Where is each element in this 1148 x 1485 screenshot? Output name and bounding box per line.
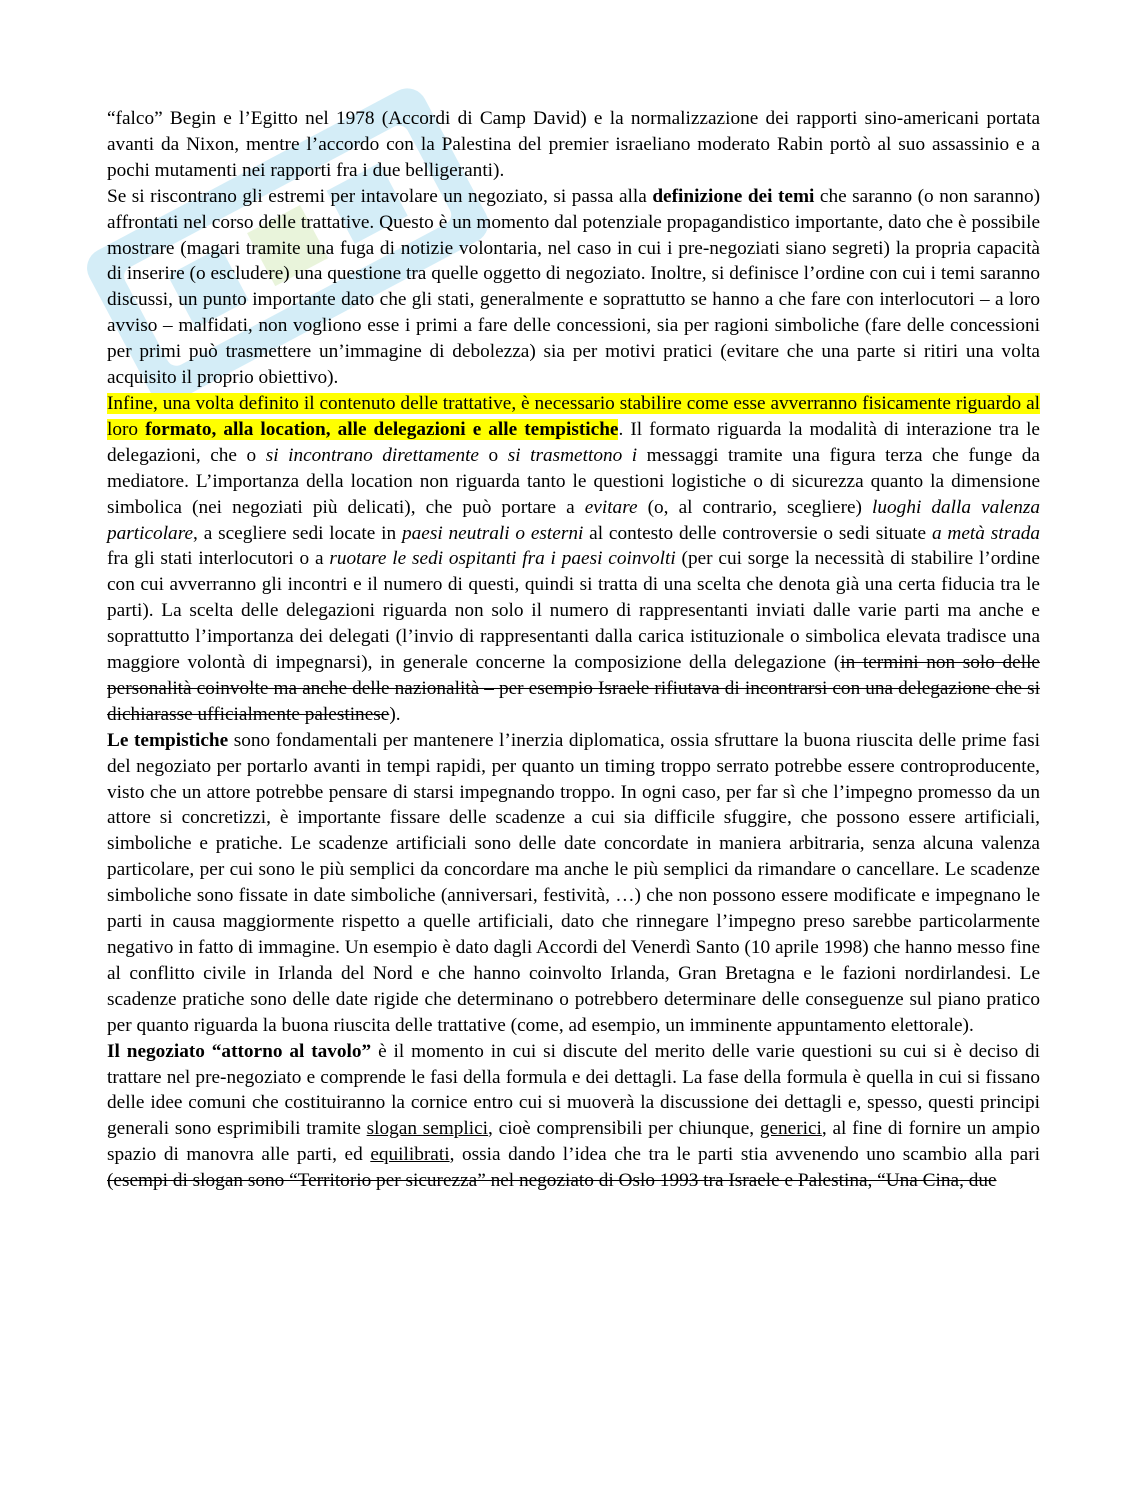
underlined-text: slogan semplici — [366, 1118, 489, 1140]
paragraph-4: Le tempistiche sono fondamentali per mantenere l’inerzia diplomatica, ossia sfruttare la buona riuscita delle prime fasi del negoziato per portarlo avanti in tempi rapidi, per quanto un timing troppo serrato potrebbe essere controproducente, visto che un attore potrebbe pensare di starsi impegnando troppo. In ogni caso, per far sì che l’impegno promesso da un attore si concretizzi, è importante fissare delle scadenze a cui sia difficile sfuggire, che possono essere artificiali, simboliche e pratiche. Le scadenze artificiali sono delle date concordate in maniera arbitraria, senza alcuna valenza particolare, per cui sono le più semplici da concordare ma anche le più semplici da rimandare o cancellare. Le scadenze simboliche sono fissate in date simboliche (anniversari, festività, …) che non possono essere modificate e impegnano le parti in causa maggiormente rispetto a quelle artificiali, dato che rinnegare l’impegno preso sarebbe particolarmente negativo in fatto di immagine. Un esempio è dato dagli Accordi del Venerdì Santo (10 aprile 1998) che hanno messo fine al conflitto civile in Irlanda del Nord e che hanno coinvolto Irlanda, Gran Bretagna e le fazioni nordirlandesi. Le scadenze pratiche sono delle date rigide che determinano o potrebbero determinare delle conseguenze sul piano pratico per quanto riguarda la buona riuscita delle trattative (come, ad esempio, un imminente appuntamento elettorale). — [107, 729, 1040, 1036]
paragraph-5: Il negoziato “attorno al tavolo” è il momento in cui si discute del merito delle varie questioni su cui si è deciso di trattare nel pre-negoziato e comprende le fasi della formula e dei dettagli. La fase della formula è quella in cui si fissano delle idee comuni che costituiranno la cornice entro cui si muoverà la discussione dei dettagli e, spesso, questi principi generali sono esprimibili tramite slogan semplici, cioè comprensibili per chiunque, generici, al fine di fornire un ampio spazio di manovra alle parti, ed equilibrati, ossia dando l’idea che tra le parti stia avvenendo uno scambio alla pari (esempi di slogan sono “Territorio per sicurezza” nel negoziato di Oslo 1993 tra Israele e Palestina, “Una Cina, due — [107, 1040, 1040, 1192]
underlined-text: generici — [759, 1118, 822, 1140]
struck-text: in termini non solo delle personalità coinvolte ma anche delle nazionalità – per esempio Israele rifiutava di incontrarsi con una delegazione che si dichiarasse ufficialmente palestinese — [107, 652, 1040, 725]
highlighted-bold-text: formato, alla location, alle delegazioni e alle tempistiche — [145, 418, 619, 440]
paragraph-3: Infine, una volta definito il contenuto delle trattative, è necessario stabilire come esse avverranno fisicamente riguardo al loro formato, alla location, alle delegazioni e alle tempistiche. Il formato riguarda la modalità di interazione tra le delegazioni, che o si incontrano direttamente o si trasmettono i messaggi tramite una figura terza che funge da mediatore. L’importanza della location non riguarda tanto le questioni logistiche o di sicurezza quanto la dimensione simbolica (nei negoziati più delicati), che può portare a evitare (o, al contrario, scegliere) luoghi dalla valenza particolare, a scegliere sedi locate in paesi neutrali o esterni al contesto delle controversie o sedi situate a metà strada fra gli stati interlocutori o a ruotare le sedi ospitanti fra i paesi coinvolti (per cui sorge la necessità di stabilire l’ordine con cui avverranno gli incontri e il numero di questi, quindi si tratta di una scelta che denota già una certa fiducia tra le parti). La scelta delle delegazioni riguarda non solo il numero di rappresentanti inviati dalle varie parti ma anche e soprattutto l’importanza dei delegati (l’invio di rappresentanti dalla carica istituzionale o simbolica elevata tradisce una maggiore volontà di impegnarsi), in generale concerne la composizione della delegazione (in termini non solo delle personalità coinvolte ma anche delle nazionalità – per esempio Israele rifiutava di incontrarsi con una delegazione che si dichiarasse ufficialmente palestinese). — [107, 392, 1040, 725]
highlighted-text: Infine, una volta definito il contenuto delle trattative, è necessario stabilire come esse avverranno fisicamente riguardo al loro — [107, 392, 1040, 440]
underlined-text: equilibrati — [370, 1144, 450, 1166]
document-body — [107, 106, 1040, 1194]
struck-text: (esempi di slogan sono “Territorio per sicurezza” nel negoziato di Oslo 1993 tra Israele e Palestina, “Una Cina, due — [107, 1170, 997, 1192]
paragraph-2: Se si riscontrano gli estremi per intavolare un negoziato, si passa alla definizione dei temi che saranno (o non saranno) affrontati nel corso delle trattative. Questo è un momento dal potenziale propagandistico importante, dato che è possibile mostrare (magari tramite una fuga di notizie volontaria, nel caso in cui i pre-negoziati siano segreti) la propria capacità di inserire (o escludere) una questione tra quelle oggetto di negoziato. Inoltre, si definisce l’ordine con cui i temi saranno discussi, un punto importante dato che gli stati, generalmente e soprattutto se hanno a che fare con interlocutori – a loro avviso – malfidati, non vogliono esse i primi a fare delle concessioni, sia per ragioni simboliche (fare delle concessioni per primi può trasmettere un’immagine di debolezza) sia per motivi pratici (evitare che una parte si ritiri una volta acquisito il proprio obiettivo). — [107, 185, 1041, 389]
paragraph-1: “falco” Begin e l’Egitto nel 1978 (Accordi di Camp David) e la normalizzazione dei rapporti sino-americani portata avanti da Nixon, mentre l’accordo con la Palestina del premier israeliano moderato Rabin portò al suo assassinio e a pochi mutamenti nei rapporti fra i due belligeranti). — [107, 108, 1040, 181]
